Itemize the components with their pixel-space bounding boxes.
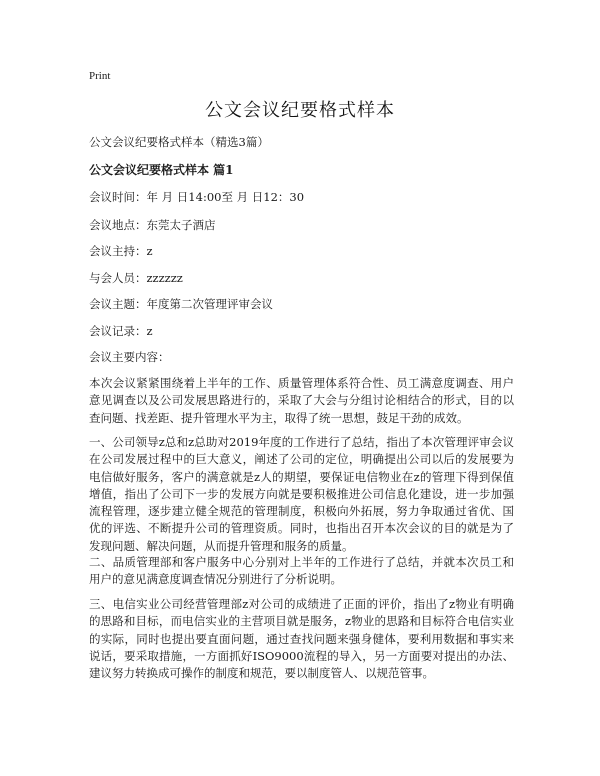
field-value: 年度第二次管理评审会议 <box>146 297 273 311</box>
field-value: z <box>146 324 153 338</box>
meeting-time-field <box>89 189 304 205</box>
paragraph-intro: 本次会议紧紧围绕着上半年的工作、质量管理体系符合性、员工满意度调查、用户意见调查以及公司发展思路进行的，采取了大会与分组讨论相结合的形式，目的以查问题、找差距、提升管理水平为主，取得了统一思想，鼓足干劲的成效。 <box>89 376 514 425</box>
meeting-location-field <box>89 217 216 233</box>
field-value: zzzzzz <box>146 271 183 285</box>
field-label: 与会人员： <box>89 271 147 285</box>
meeting-topic-field <box>89 296 273 312</box>
print-label: Print <box>89 70 111 82</box>
field-label: 会议主要内容： <box>89 350 170 364</box>
paragraph-section-1: 一、公司领导z总和z总助对2019年度的工作进行了总结，指出了本次管理评审会议在公司发展过程中的巨大意义，阐述了公司的定位，明确提出公司以后的发展要为电信做好服务，客户的满意就是z人的期望，要保证电信物业在z的管理下得到保值增值，指出了公司下一步的发展方向就是要积极推进公司信息化建设，进一步加强流程管理，逐步建立健全规范的管理制度，积极向外拓展，努力争取通过省优、国优的评选、不断提升公司的管理资质。同时，也指出召开本次会议的目的就是为了发现问题、解决问题，从而提升管理和服务的质量。 <box>89 435 514 553</box>
field-value: 东莞太子酒店 <box>146 218 216 232</box>
recorder-field <box>89 323 153 339</box>
field-value: z <box>146 244 153 258</box>
document-subtitle: 公文会议纪要格式样本（精选3篇） <box>89 135 269 149</box>
field-label: 会议时间： <box>89 190 147 204</box>
page-title: 公文会议纪要格式样本 <box>205 100 395 121</box>
attendees-field <box>89 270 183 286</box>
meeting-host-field <box>89 243 153 259</box>
field-label: 会议主题： <box>89 297 147 311</box>
field-value: 年 月 日14:00至 月 日12：30 <box>146 190 305 204</box>
field-label: 会议地点： <box>89 218 147 232</box>
main-content-label <box>89 349 170 365</box>
paragraph-section-3: 三、电信实业公司经营管理部z对公司的成绩进了正面的评价，指出了z物业有明确的思路和目标，而电信实业的主营项目就是服务，z物业的思路和目标符合电信实业的实际，同时也提出要直面问题，通过查找问题来强身健体，要利用数据和事实来说话，要采取措施，一方面抓好ISO9000流程的导入，另一方面要对提出的办法、建议努力转换成可操作的制度和规范，要以制度管人、以规范管事。 <box>89 597 514 681</box>
field-label: 会议主持： <box>89 244 147 258</box>
section-heading: 公文会议纪要格式样本 篇1 <box>89 163 234 177</box>
paragraph-section-2: 二、品质管理部和客户服务中心分别对上半年的工作进行了总结，并就本次员工和用户的意见满意度调查情况分别进行了分析说明。 <box>89 555 514 587</box>
field-label: 会议记录： <box>89 324 147 338</box>
